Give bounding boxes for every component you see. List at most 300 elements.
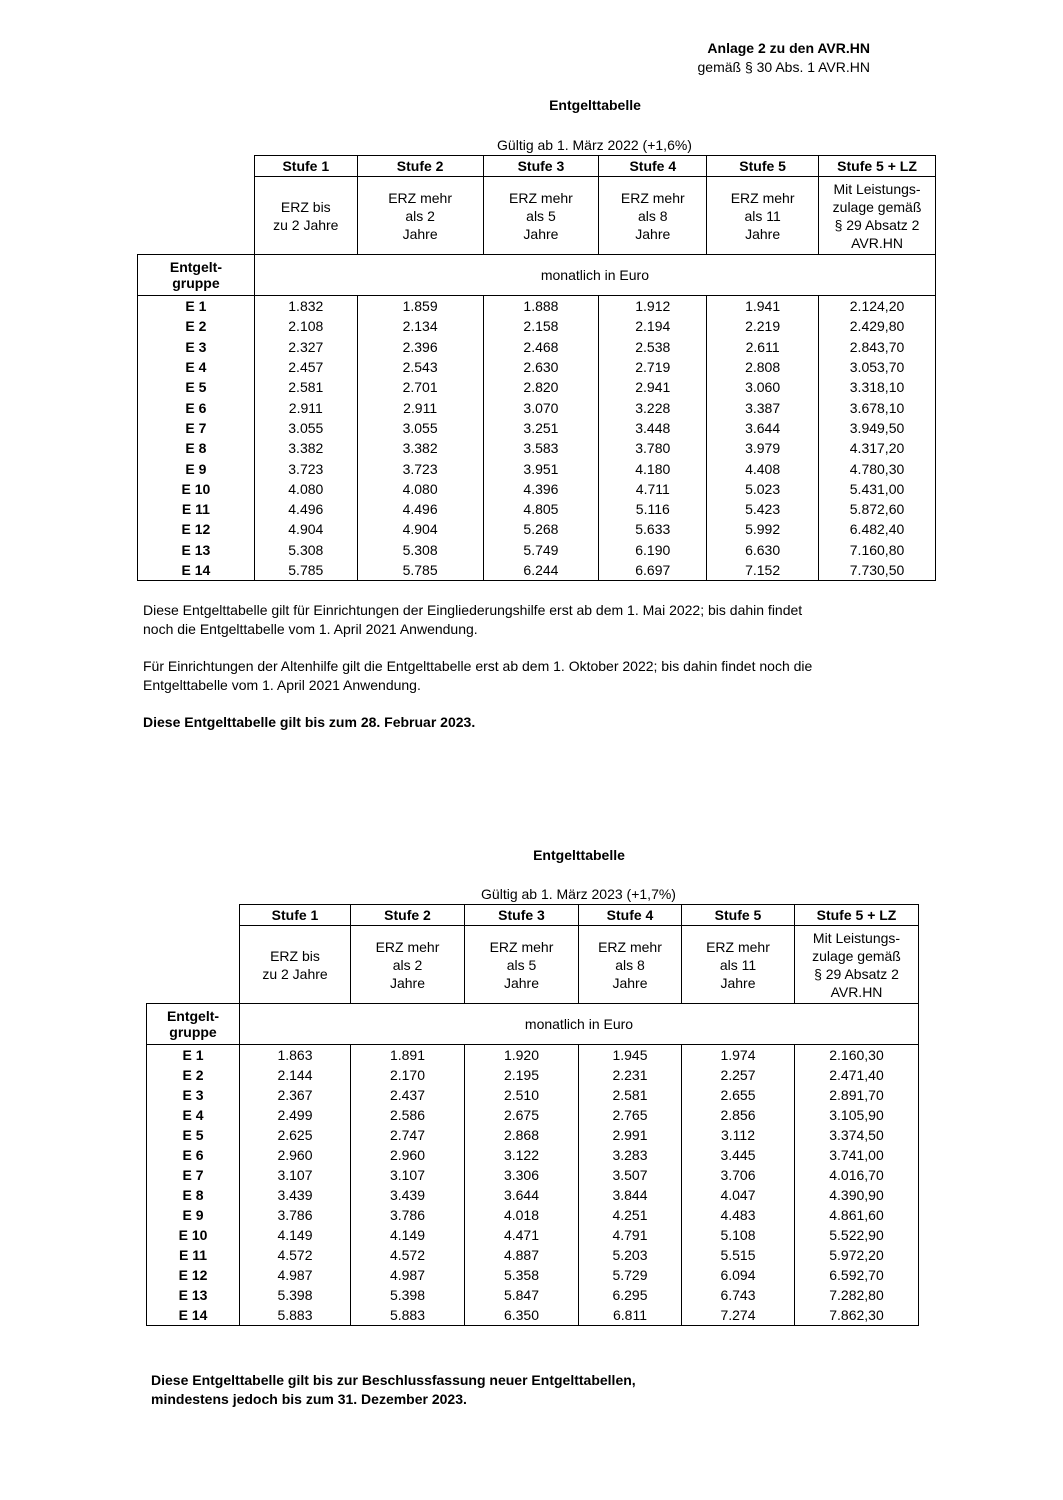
- salary-cell: 2.843,70: [819, 337, 936, 357]
- salary-cell: 4.711: [599, 479, 707, 499]
- salary-cell: 3.723: [254, 458, 357, 478]
- salary-cell: 2.437: [351, 1085, 465, 1105]
- salary-cell: 5.431,00: [819, 479, 936, 499]
- group-label: E 4: [138, 357, 255, 377]
- salary-cell: 3.951: [483, 458, 599, 478]
- description-line: ERZ mehr: [598, 938, 662, 955]
- group-label: E 12: [138, 519, 255, 539]
- salary-cell: 4.987: [240, 1265, 351, 1285]
- salary-cell: 4.396: [483, 479, 599, 499]
- salary-cell: 4.408: [707, 458, 819, 478]
- note-line: Für Einrichtungen der Altenhilfe gilt die Entgelttabelle erst ab dem 1. Oktober 2022; bis dahin findet noch die: [143, 658, 813, 674]
- salary-table-2023: [146, 904, 919, 1326]
- salary-cell: 4.047: [682, 1185, 795, 1205]
- description-line: Jahre: [720, 974, 756, 991]
- salary-cell: 2.134: [357, 316, 483, 336]
- salary-cell: 2.630: [483, 357, 599, 377]
- salary-cell: 2.457: [254, 357, 357, 377]
- salary-cell: 1.888: [483, 296, 599, 317]
- salary-cell: 2.991: [579, 1125, 682, 1145]
- salary-cell: 3.112: [682, 1125, 795, 1145]
- salary-cell: 4.180: [599, 458, 707, 478]
- salary-cell: 5.358: [465, 1265, 579, 1285]
- salary-cell: 5.203: [579, 1245, 682, 1265]
- description-line: zu 2 Jahre: [262, 965, 328, 982]
- description-line: ERZ mehr: [509, 189, 573, 206]
- salary-cell: 4.904: [357, 519, 483, 539]
- description-line: ERZ mehr: [375, 938, 440, 955]
- group-label: E 7: [138, 418, 255, 438]
- salary-cell: 2.160,30: [795, 1045, 919, 1066]
- salary-cell: 2.219: [707, 316, 819, 336]
- column-description: [483, 177, 599, 255]
- salary-cell: 6.630: [707, 540, 819, 560]
- column-description: [351, 926, 465, 1004]
- salary-cell: 5.268: [483, 519, 599, 539]
- salary-cell: 1.832: [254, 296, 357, 317]
- column-description: [465, 926, 579, 1004]
- note-line: mindestens jedoch bis zum 31. Dezember 2023.: [151, 1391, 467, 1407]
- salary-cell: 2.327: [254, 337, 357, 357]
- salary-cell: 4.149: [240, 1225, 351, 1245]
- salary-cell: 2.611: [707, 337, 819, 357]
- salary-cell: 3.318,10: [819, 377, 936, 397]
- group-label: E 7: [147, 1165, 240, 1185]
- salary-cell: 3.644: [465, 1185, 579, 1205]
- group-label: E 3: [138, 337, 255, 357]
- salary-cell: 4.080: [254, 479, 357, 499]
- group-header-line: gruppe: [169, 1024, 217, 1040]
- salary-cell: 2.538: [599, 337, 707, 357]
- salary-cell: 3.706: [682, 1165, 795, 1185]
- salary-cell: 4.572: [351, 1245, 465, 1265]
- salary-cell: 2.820: [483, 377, 599, 397]
- column-header: Stufe 1: [240, 905, 351, 926]
- salary-cell: 5.633: [599, 519, 707, 539]
- salary-cell: 7.862,30: [795, 1305, 919, 1326]
- column-header: Stufe 4: [579, 905, 682, 926]
- salary-cell: 6.295: [579, 1285, 682, 1305]
- column-description: [254, 177, 357, 255]
- table-row: [147, 1045, 919, 1066]
- salary-cell: 3.439: [240, 1185, 351, 1205]
- column-header: Stufe 3: [483, 156, 599, 177]
- salary-cell: 4.317,20: [819, 438, 936, 458]
- description-line: Jahre: [523, 225, 559, 242]
- group-header: [138, 255, 255, 296]
- salary-cell: 5.108: [682, 1225, 795, 1245]
- group-label: E 10: [147, 1225, 240, 1245]
- salary-cell: 2.625: [240, 1125, 351, 1145]
- column-header: Stufe 2: [351, 905, 465, 926]
- table-row: [138, 499, 936, 519]
- salary-cell: 4.471: [465, 1225, 579, 1245]
- salary-cell: 5.749: [483, 540, 599, 560]
- salary-cell: 2.543: [357, 357, 483, 377]
- salary-cell: 2.765: [579, 1105, 682, 1125]
- salary-cell: 5.023: [707, 479, 819, 499]
- group-label: E 14: [138, 560, 255, 581]
- description-line: Jahre: [402, 225, 438, 242]
- salary-cell: 3.228: [599, 397, 707, 417]
- description-line: ERZ mehr: [730, 189, 795, 206]
- table-row: [147, 1305, 919, 1326]
- group-label: E 8: [147, 1185, 240, 1205]
- salary-cell: 2.675: [465, 1105, 579, 1125]
- salary-cell: 4.496: [357, 499, 483, 519]
- column-description: [819, 177, 936, 255]
- salary-cell: 3.439: [351, 1185, 465, 1205]
- annex-title: Anlage 2 zu den AVR.HN: [707, 40, 870, 56]
- salary-cell: 3.445: [682, 1145, 795, 1165]
- table-row: [138, 377, 936, 397]
- note-line: Diese Entgelttabelle gilt für Einrichtungen der Eingliederungshilfe erst ab dem 1. Mai 2022; bis dahin findet: [143, 602, 803, 618]
- salary-cell: 2.581: [579, 1085, 682, 1105]
- salary-cell: 2.581: [254, 377, 357, 397]
- salary-cell: 1.974: [682, 1045, 795, 1066]
- salary-cell: 4.987: [351, 1265, 465, 1285]
- salary-cell: 3.507: [579, 1165, 682, 1185]
- salary-cell: 1.941: [707, 296, 819, 317]
- note-altenhilfe: [143, 657, 963, 695]
- salary-cell: 4.887: [465, 1245, 579, 1265]
- salary-cell: 3.979: [707, 438, 819, 458]
- salary-cell: 3.786: [240, 1205, 351, 1225]
- salary-cell: 2.911: [357, 397, 483, 417]
- table-row: [147, 1085, 919, 1105]
- salary-cell: 2.891,70: [795, 1085, 919, 1105]
- description-line: als 8: [637, 207, 668, 224]
- column-description: [579, 926, 682, 1004]
- salary-cell: 3.723: [357, 458, 483, 478]
- salary-cell: 3.105,90: [795, 1105, 919, 1125]
- salary-cell: 3.107: [351, 1165, 465, 1185]
- salary-cell: 3.374,50: [795, 1125, 919, 1145]
- salary-cell: 4.483: [682, 1205, 795, 1225]
- salary-cell: 3.583: [483, 438, 599, 458]
- salary-cell: 2.194: [599, 316, 707, 336]
- description-line: als 5: [506, 956, 537, 973]
- salary-cell: 1.945: [579, 1045, 682, 1066]
- salary-cell: 3.055: [357, 418, 483, 438]
- salary-table-2022: [137, 155, 936, 581]
- salary-cell: 2.108: [254, 316, 357, 336]
- description-line: als 5: [526, 207, 556, 224]
- column-header: Stufe 5: [682, 905, 795, 926]
- group-label: E 9: [147, 1205, 240, 1225]
- column-header: Stufe 5: [707, 156, 819, 177]
- description-line: Jahre: [389, 974, 426, 991]
- table-row: [147, 1125, 919, 1145]
- salary-cell: 2.719: [599, 357, 707, 377]
- table-row: [138, 458, 936, 478]
- salary-cell: 6.094: [682, 1265, 795, 1285]
- table-row: [138, 479, 936, 499]
- column-header: Stufe 4: [599, 156, 707, 177]
- table1-valid: Gültig ab 1. März 2022 (+1,6%): [497, 137, 692, 153]
- salary-cell: 2.170: [351, 1065, 465, 1085]
- column-description: [682, 926, 795, 1004]
- column-description: [707, 177, 819, 255]
- table-row: [147, 1245, 919, 1265]
- salary-cell: 2.510: [465, 1085, 579, 1105]
- description-line: Jahre: [635, 225, 671, 242]
- salary-cell: 2.856: [682, 1105, 795, 1125]
- description-line: Mit Leistungs-: [833, 180, 921, 197]
- description-line: § 29 Absatz 2: [834, 216, 920, 233]
- description-line: ERZ bis: [270, 947, 320, 964]
- salary-cell: 3.107: [240, 1165, 351, 1185]
- note-eingliederungshilfe: [143, 601, 963, 639]
- note-line: Diese Entgelttabelle gilt bis zur Beschlussfassung neuer Entgelttabellen,: [151, 1372, 636, 1388]
- annex-reference: gemäß § 30 Abs. 1 AVR.HN: [697, 59, 870, 75]
- salary-cell: 2.655: [682, 1085, 795, 1105]
- description-line: als 8: [615, 956, 645, 973]
- unit-label: monatlich in Euro: [240, 1004, 919, 1045]
- column-header: Stufe 1: [254, 156, 357, 177]
- salary-cell: 6.743: [682, 1285, 795, 1305]
- description-line: zu 2 Jahre: [273, 216, 339, 233]
- description-line: Jahre: [612, 974, 648, 991]
- note-line: noch die Entgelttabelle vom 1. April 2021 Anwendung.: [143, 621, 478, 637]
- column-description: [599, 177, 707, 255]
- salary-cell: 6.482,40: [819, 519, 936, 539]
- table-row: [147, 1265, 919, 1285]
- table-row: [147, 1105, 919, 1125]
- salary-cell: 3.060: [707, 377, 819, 397]
- salary-cell: 4.791: [579, 1225, 682, 1245]
- salary-cell: 2.960: [351, 1145, 465, 1165]
- table-row: [147, 1065, 919, 1085]
- salary-cell: 4.080: [357, 479, 483, 499]
- salary-cell: 1.920: [465, 1045, 579, 1066]
- salary-cell: 5.729: [579, 1265, 682, 1285]
- salary-cell: 3.070: [483, 397, 599, 417]
- salary-cell: 4.861,60: [795, 1205, 919, 1225]
- table-row: [147, 1285, 919, 1305]
- salary-cell: 4.016,70: [795, 1165, 919, 1185]
- table2-title: Entgelttabelle: [533, 847, 625, 863]
- column-description: [240, 926, 351, 1004]
- salary-cell: 5.116: [599, 499, 707, 519]
- salary-cell: 2.468: [483, 337, 599, 357]
- salary-cell: 3.122: [465, 1145, 579, 1165]
- salary-cell: 3.448: [599, 418, 707, 438]
- salary-cell: 2.124,20: [819, 296, 936, 317]
- salary-cell: 5.398: [351, 1285, 465, 1305]
- salary-cell: 5.398: [240, 1285, 351, 1305]
- salary-cell: 4.805: [483, 499, 599, 519]
- salary-cell: 2.195: [465, 1065, 579, 1085]
- salary-cell: 6.592,70: [795, 1265, 919, 1285]
- salary-cell: 2.941: [599, 377, 707, 397]
- salary-cell: 3.053,70: [819, 357, 936, 377]
- salary-cell: 5.872,60: [819, 499, 936, 519]
- column-description: [795, 926, 919, 1004]
- description-line: zulage gemäß: [832, 198, 922, 215]
- note-line: Entgelttabelle vom 1. April 2021 Anwendung.: [143, 677, 421, 693]
- note-validity-2022: Diese Entgelttabelle gilt bis zum 28. Februar 2023.: [143, 714, 476, 730]
- description-line: ERZ mehr: [706, 938, 770, 955]
- group-label: E 11: [138, 499, 255, 519]
- table2-valid: Gültig ab 1. März 2023 (+1,7%): [481, 886, 676, 902]
- description-line: Mit Leistungs-: [812, 929, 901, 946]
- description-line: als 2: [392, 956, 423, 973]
- salary-cell: 3.055: [254, 418, 357, 438]
- salary-cell: 5.847: [465, 1285, 579, 1305]
- salary-cell: 6.190: [599, 540, 707, 560]
- salary-cell: 4.018: [465, 1205, 579, 1225]
- table-row: [147, 1225, 919, 1245]
- description-line: ERZ mehr: [620, 189, 685, 206]
- salary-cell: 5.423: [707, 499, 819, 519]
- column-header: Stufe 5 + LZ: [819, 156, 936, 177]
- group-header-line: gruppe: [172, 275, 220, 291]
- salary-cell: 3.780: [599, 438, 707, 458]
- salary-cell: 2.257: [682, 1065, 795, 1085]
- salary-cell: 6.244: [483, 560, 599, 581]
- group-header-line: Entgelt-: [169, 259, 222, 275]
- group-label: E 12: [147, 1265, 240, 1285]
- description-line: ERZ bis: [280, 198, 331, 215]
- salary-cell: 6.697: [599, 560, 707, 581]
- salary-cell: 3.251: [483, 418, 599, 438]
- salary-cell: 7.152: [707, 560, 819, 581]
- salary-cell: 4.496: [254, 499, 357, 519]
- salary-cell: 1.912: [599, 296, 707, 317]
- column-description: [357, 177, 483, 255]
- description-line: als 11: [744, 207, 781, 224]
- salary-cell: 4.904: [254, 519, 357, 539]
- salary-cell: 4.149: [351, 1225, 465, 1245]
- salary-cell: 2.144: [240, 1065, 351, 1085]
- group-label: E 10: [138, 479, 255, 499]
- column-header: Stufe 5 + LZ: [795, 905, 919, 926]
- salary-cell: 2.808: [707, 357, 819, 377]
- group-label: E 2: [147, 1065, 240, 1085]
- salary-cell: 1.863: [240, 1045, 351, 1066]
- description-line: als 2: [405, 207, 435, 224]
- group-label: E 13: [147, 1285, 240, 1305]
- group-label: E 9: [138, 458, 255, 478]
- column-header: Stufe 3: [465, 905, 579, 926]
- group-label: E 1: [138, 296, 255, 317]
- salary-cell: 6.811: [579, 1305, 682, 1326]
- table-row: [138, 337, 936, 357]
- table-row: [147, 1205, 919, 1225]
- salary-cell: 2.960: [240, 1145, 351, 1165]
- salary-cell: 2.911: [254, 397, 357, 417]
- salary-cell: 2.701: [357, 377, 483, 397]
- salary-cell: 7.160,80: [819, 540, 936, 560]
- salary-cell: 3.949,50: [819, 418, 936, 438]
- salary-cell: 2.396: [357, 337, 483, 357]
- table-row: [138, 357, 936, 377]
- group-label: E 4: [147, 1105, 240, 1125]
- table-row: [147, 1185, 919, 1205]
- table-row: [138, 418, 936, 438]
- salary-cell: 2.747: [351, 1125, 465, 1145]
- group-label: E 11: [147, 1245, 240, 1265]
- salary-cell: 5.515: [682, 1245, 795, 1265]
- table-row: [138, 397, 936, 417]
- salary-cell: 3.387: [707, 397, 819, 417]
- salary-cell: 3.306: [465, 1165, 579, 1185]
- column-header: Stufe 2: [357, 156, 483, 177]
- salary-cell: 3.741,00: [795, 1145, 919, 1165]
- group-label: E 14: [147, 1305, 240, 1326]
- table-row: [138, 519, 936, 539]
- salary-cell: 5.785: [254, 560, 357, 581]
- salary-cell: 3.844: [579, 1185, 682, 1205]
- salary-cell: 4.390,90: [795, 1185, 919, 1205]
- salary-cell: 5.883: [351, 1305, 465, 1326]
- table-row: [147, 1165, 919, 1185]
- group-label: E 5: [147, 1125, 240, 1145]
- group-label: E 2: [138, 316, 255, 336]
- salary-cell: 3.382: [357, 438, 483, 458]
- salary-cell: 5.522,90: [795, 1225, 919, 1245]
- description-line: Jahre: [503, 974, 540, 991]
- salary-cell: 4.780,30: [819, 458, 936, 478]
- group-label: E 3: [147, 1085, 240, 1105]
- group-label: E 6: [138, 397, 255, 417]
- salary-cell: 2.158: [483, 316, 599, 336]
- salary-cell: 6.350: [465, 1305, 579, 1326]
- salary-cell: 5.992: [707, 519, 819, 539]
- salary-cell: 5.785: [357, 560, 483, 581]
- group-label: E 1: [147, 1045, 240, 1066]
- table1-title: Entgelttabelle: [549, 97, 641, 113]
- salary-cell: 5.972,20: [795, 1245, 919, 1265]
- table-row: [138, 540, 936, 560]
- description-line: ERZ mehr: [489, 938, 554, 955]
- group-label: E 13: [138, 540, 255, 560]
- table-row: [147, 1145, 919, 1165]
- salary-cell: 3.786: [351, 1205, 465, 1225]
- salary-cell: 1.859: [357, 296, 483, 317]
- salary-cell: 4.251: [579, 1205, 682, 1225]
- salary-cell: 3.678,10: [819, 397, 936, 417]
- salary-cell: 5.883: [240, 1305, 351, 1326]
- salary-cell: 3.382: [254, 438, 357, 458]
- group-header-line: Entgelt-: [166, 1008, 220, 1024]
- description-line: § 29 Absatz 2: [814, 965, 899, 982]
- salary-cell: 2.499: [240, 1105, 351, 1125]
- salary-cell: 2.231: [579, 1065, 682, 1085]
- salary-cell: 2.367: [240, 1085, 351, 1105]
- salary-cell: 7.274: [682, 1305, 795, 1326]
- salary-cell: 2.429,80: [819, 316, 936, 336]
- salary-cell: 2.471,40: [795, 1065, 919, 1085]
- table-row: [138, 296, 936, 317]
- description-line: ERZ mehr: [388, 189, 453, 206]
- salary-cell: 3.283: [579, 1145, 682, 1165]
- salary-cell: 3.644: [707, 418, 819, 438]
- description-line: AVR.HN: [851, 234, 903, 251]
- table-row: [138, 438, 936, 458]
- note-validity-2023: [151, 1371, 636, 1409]
- group-header: [147, 1004, 240, 1045]
- description-line: Jahre: [745, 225, 781, 242]
- description-line: zulage gemäß: [812, 947, 901, 964]
- group-label: E 5: [138, 377, 255, 397]
- table-row: [138, 560, 936, 581]
- salary-cell: 7.730,50: [819, 560, 936, 581]
- salary-cell: 5.308: [357, 540, 483, 560]
- salary-cell: 5.308: [254, 540, 357, 560]
- salary-cell: 7.282,80: [795, 1285, 919, 1305]
